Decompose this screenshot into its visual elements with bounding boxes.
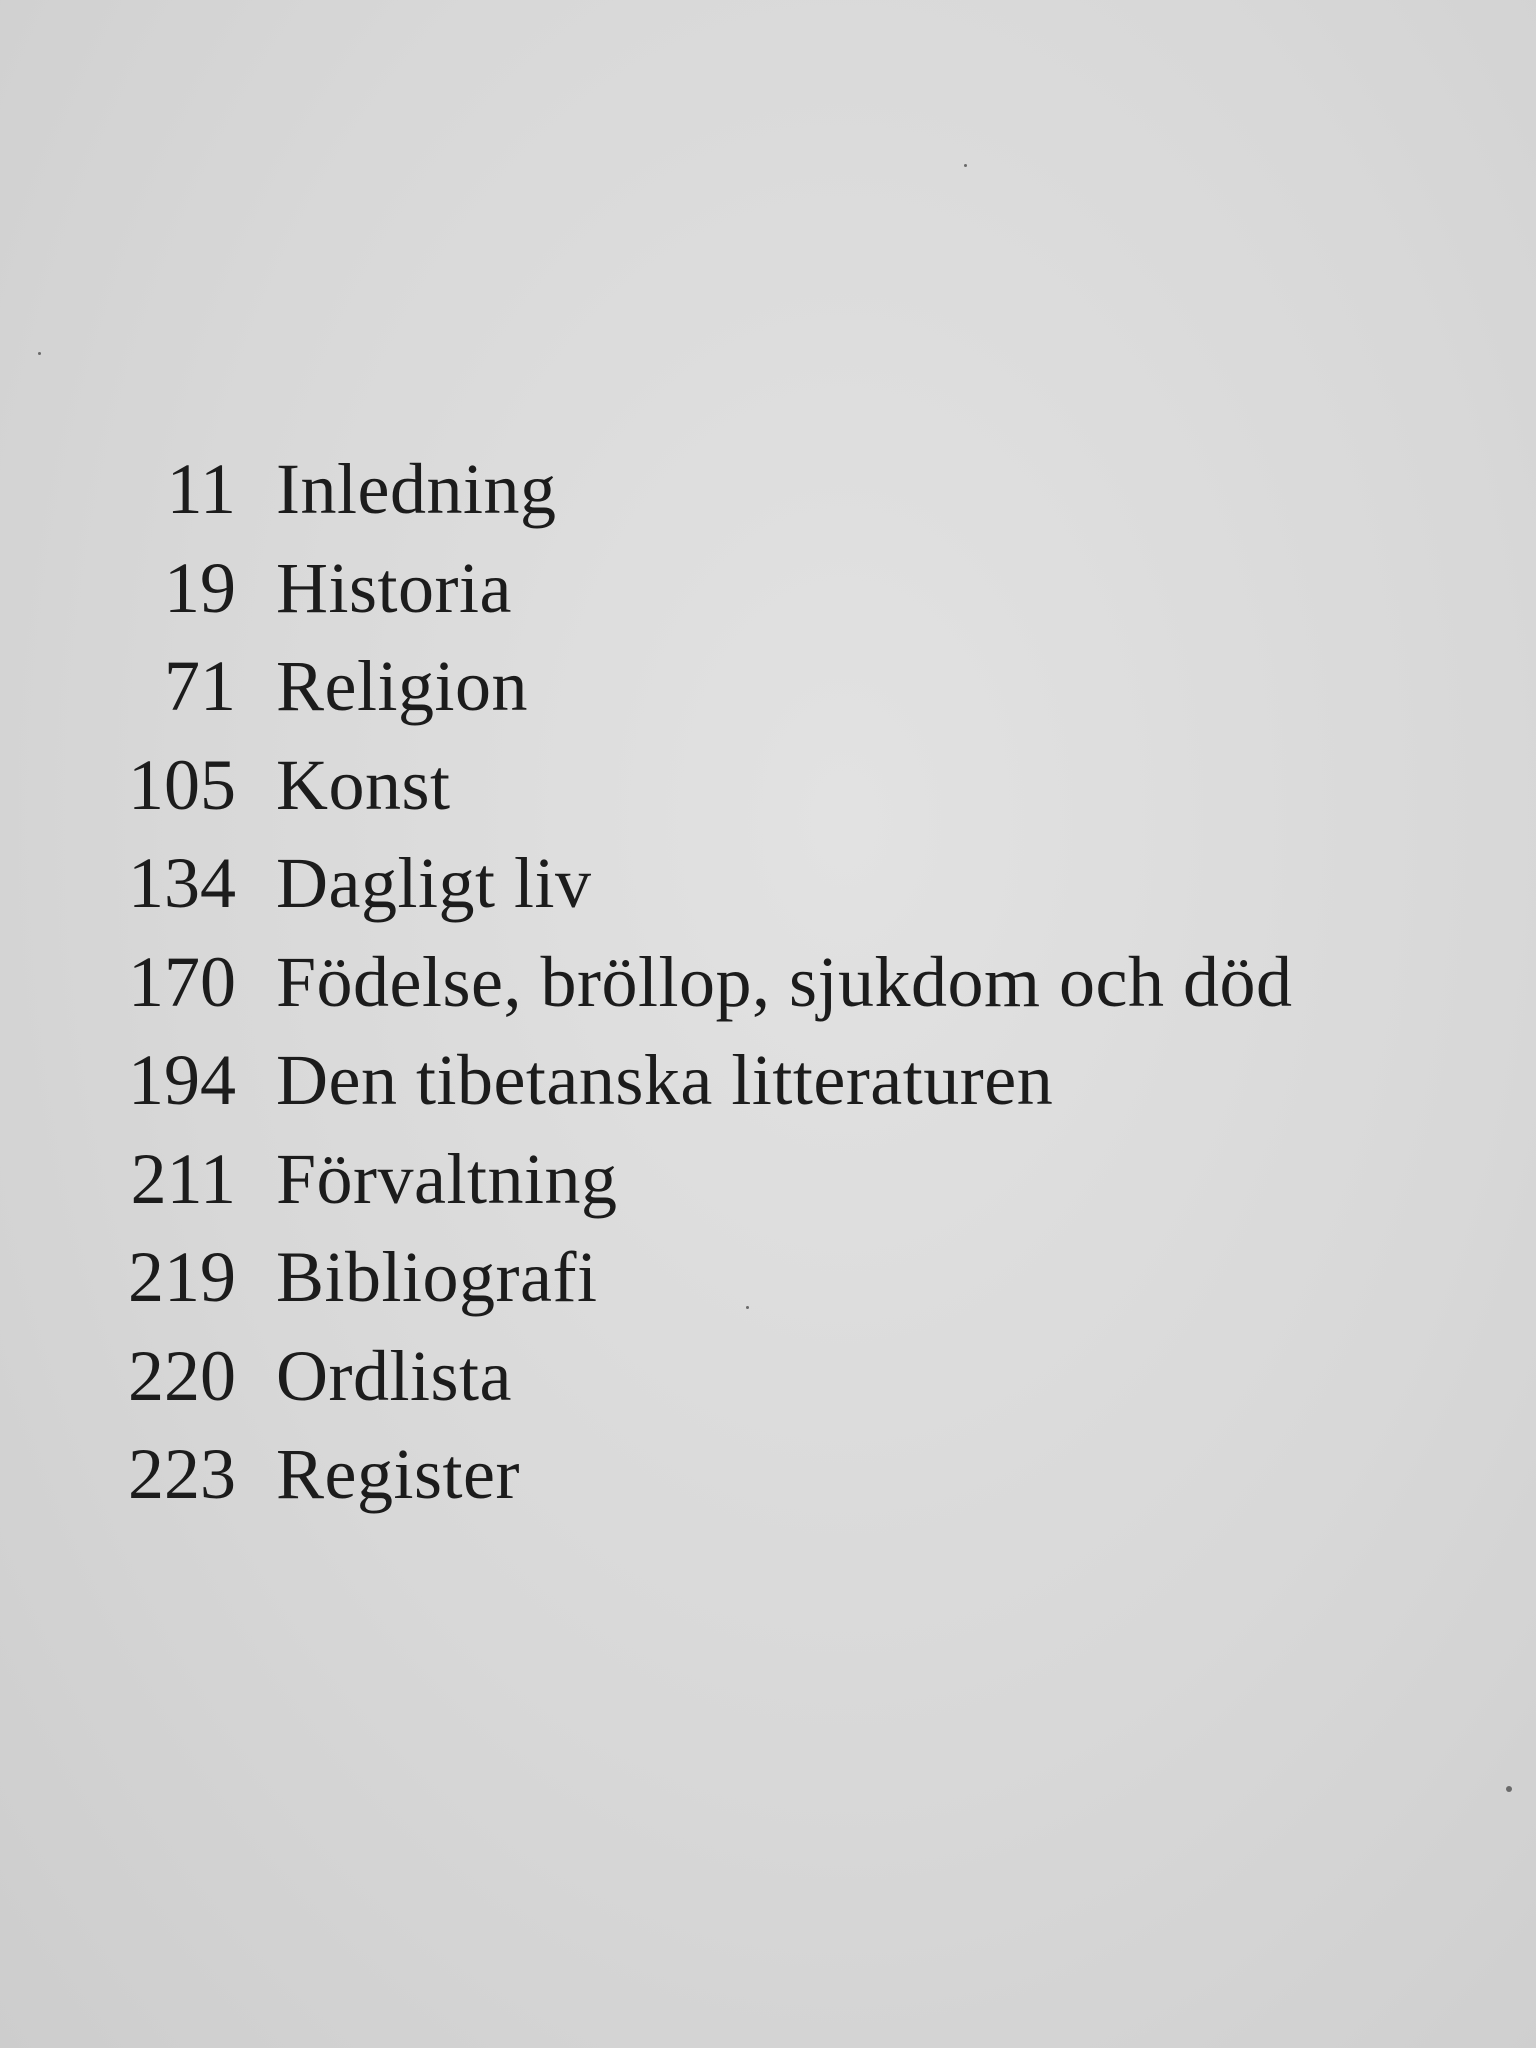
paper-speck [964,164,967,167]
paper-speck [1506,1786,1512,1792]
toc-chapter-title: Bibliografi [276,1237,598,1317]
toc-page-number: 219 [128,1237,236,1317]
toc-chapter-title: Ordlista [276,1335,512,1416]
toc-chapter-title: Register [276,1434,520,1514]
toc-page-number: 134 [128,843,236,923]
toc-entry-fodelse [110,941,1292,1040]
toc-page-number: 105 [128,744,236,825]
toc-page-number: 220 [128,1335,236,1416]
toc-entry-konst [110,744,1292,843]
toc-page-number: 194 [128,1040,236,1120]
toc-page-number: 223 [128,1434,236,1514]
toc-page-number: 19 [164,547,236,628]
toc-entry-bibliografi [110,1236,1292,1335]
toc-page-number: 11 [166,449,236,529]
toc-entry-dagligt-liv [110,842,1292,941]
toc-entry-religion [110,645,1292,744]
toc-chapter-title: Historia [276,547,512,628]
toc-entry-litteraturen [110,1039,1292,1138]
toc-entry-inledning [110,448,1292,547]
toc-page-number: 211 [130,1138,236,1219]
table-of-contents [110,448,1292,1532]
toc-chapter-title: Födelse, bröllop, sjukdom och död [276,941,1293,1022]
toc-chapter-title: Religion [276,646,528,726]
toc-entry-register [110,1433,1292,1532]
toc-page-number: 71 [164,646,236,726]
toc-entry-ordlista [110,1335,1292,1434]
toc-chapter-title: Konst [276,744,451,825]
toc-entry-forvaltning [110,1138,1292,1237]
toc-chapter-title: Förvaltning [276,1138,618,1219]
paper-speck [746,1306,749,1309]
toc-chapter-title: Inledning [276,449,557,529]
toc-page-number: 170 [128,941,236,1022]
toc-entry-historia [110,547,1292,646]
paper-speck [38,352,41,355]
toc-chapter-title: Den tibetanska litteraturen [276,1040,1054,1120]
toc-chapter-title: Dagligt liv [276,843,592,923]
